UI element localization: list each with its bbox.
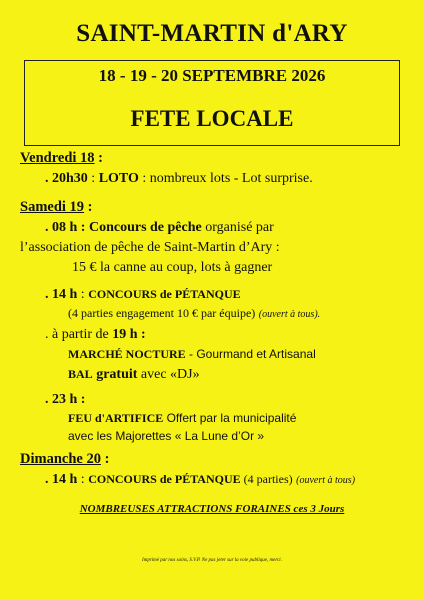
sep: : xyxy=(77,287,89,302)
day-label: Samedi 19 xyxy=(20,199,85,215)
sunday-petanque xyxy=(45,472,355,488)
activity: CONCOURS de PÉTANQUE xyxy=(88,472,241,486)
saturday-evening xyxy=(45,327,146,343)
saturday-fireworks xyxy=(68,411,296,427)
footer-note: Imprimé par nos soins, S.V.P. Ne pas jeter sur la voie publique, merci. xyxy=(142,558,282,563)
activity: FEU d'ARTIFICE xyxy=(68,411,164,425)
saturday-petanque-details xyxy=(68,306,320,322)
gratuit: gratuit xyxy=(92,367,138,382)
day-colon: : xyxy=(84,199,93,215)
bal-details: avec «DJ» xyxy=(137,367,200,382)
time: . 14 h xyxy=(45,472,78,487)
time: . 20h30 xyxy=(45,171,88,186)
page-title: SAINT-MARTIN d'ARY xyxy=(76,20,348,47)
time: . 08 h : xyxy=(45,220,89,235)
activity: Concours de pêche xyxy=(88,220,202,235)
day-heading-sunday xyxy=(20,451,109,468)
details: (4 parties engagement 10 € par équipe) xyxy=(68,306,256,320)
friday-loto xyxy=(45,171,313,187)
saturday-fishing xyxy=(45,220,274,236)
activity: CONCOURS de PÉTANQUE xyxy=(88,287,241,301)
day-heading-saturday xyxy=(20,199,93,216)
details: Offert par la municipalité xyxy=(163,411,297,425)
market-details: - Gourmand et Artisanal xyxy=(185,347,316,361)
details: (4 parties) xyxy=(240,472,293,486)
day-label: Dimanche 20 xyxy=(20,451,101,467)
time: 19 h : xyxy=(112,327,146,342)
details: organisé par xyxy=(201,220,274,235)
saturday-bal xyxy=(68,367,200,383)
event-dates: 18 - 19 - 20 SEPTEMBRE 2026 xyxy=(98,66,326,85)
market: MARCHÉ NOCTURE xyxy=(68,347,186,361)
details: avec les Majorettes « La Lune d’Or » xyxy=(68,429,265,443)
saturday-fishing-line3: 15 € la canne au coup, lots à gagner xyxy=(72,260,273,275)
attractions-banner: NOMBREUSES ATTRACTIONS FORAINES ces 3 Jours xyxy=(79,503,345,515)
sep: : xyxy=(77,472,89,487)
day-label: Vendredi 18 xyxy=(20,150,95,166)
saturday-fishing-line2: l’association de pêche de Saint-Martin d’Ary : xyxy=(20,240,280,255)
saturday-fireworks-time xyxy=(45,392,85,408)
day-colon: : xyxy=(100,451,110,467)
note: (ouvert à tous) xyxy=(296,475,356,486)
prefix: . à partir de xyxy=(45,327,113,342)
saturday-petanque xyxy=(45,287,241,303)
event-name: FETE LOCALE xyxy=(130,106,294,131)
bal: BAL xyxy=(68,367,93,381)
activity: LOTO xyxy=(98,171,139,186)
saturday-fireworks-line2 xyxy=(68,429,264,445)
time: . 23 h : xyxy=(45,392,86,407)
saturday-market xyxy=(68,347,316,363)
note: (ouvert à tous). xyxy=(258,309,321,320)
day-heading-friday xyxy=(20,150,103,167)
time: . 14 h xyxy=(45,287,78,302)
day-colon: : xyxy=(94,150,104,166)
details: : nombreux lots - Lot surprise. xyxy=(138,171,313,186)
sep: : xyxy=(87,171,99,186)
